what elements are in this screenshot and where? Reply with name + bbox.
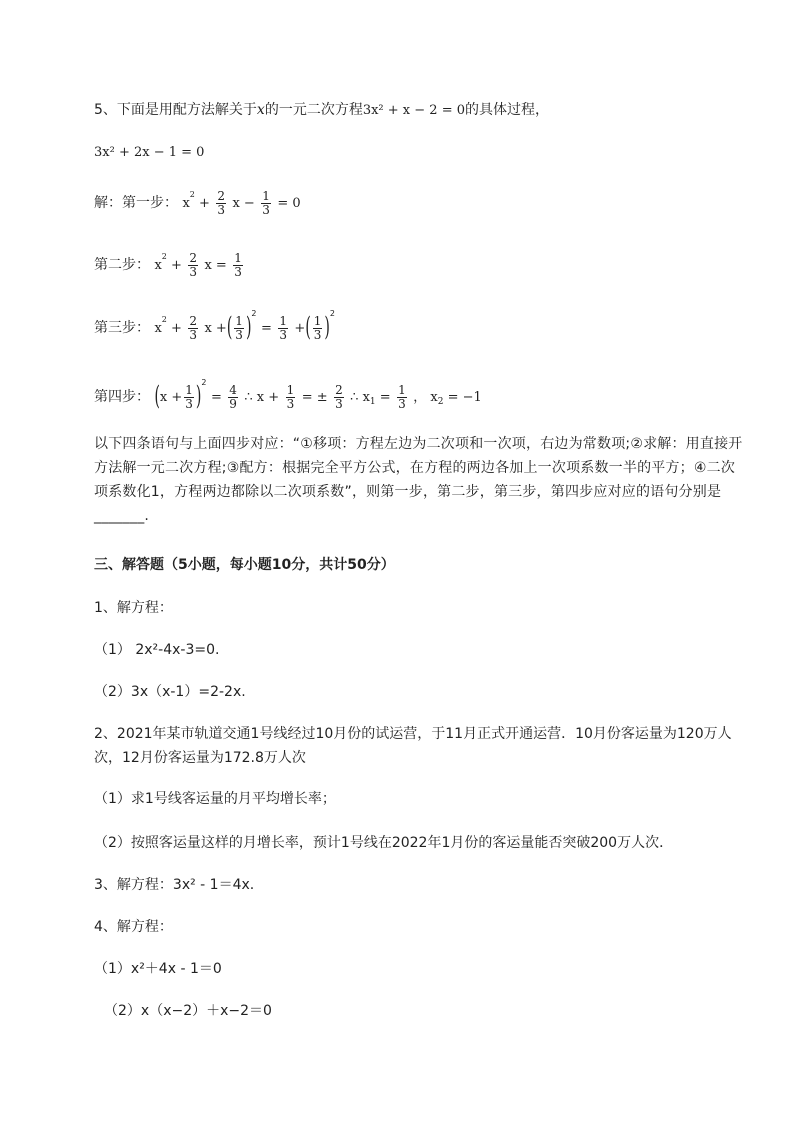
section-heading: 三、解答题（5小题，每小题10分，共计50分）: [94, 557, 395, 573]
problem2-b: （2）按照客运量这样的月增长率，预计1号线在2022年1月份的客运量能否突破200万人次．: [94, 835, 674, 851]
problem1-b: （2）3x（x-1）=2-2x.: [94, 684, 246, 700]
q5-step3: 第三步： $x^2$ + $\frac{2}{3}$ x +( $\frac{1}{3}$ )$^2$ = $\frac{1}{3}$ +( $\frac{1}{3}$ )$^2$: [94, 309, 335, 344]
step3-label: 第三步：: [94, 320, 150, 336]
fraction: $\frac{2}{3}$: [335, 382, 343, 411]
fraction: $\frac{2}{3}$: [189, 313, 198, 342]
fraction: $\frac{1}{3}$: [398, 382, 406, 411]
q5-variable: x: [256, 102, 265, 118]
q5-equation: 3x² + x − 2 = 0: [362, 103, 465, 118]
q5-step1: 解：第一步： $x^2$ + $\frac{2}{3}$ x − $\frac{1}{3}$ = 0: [94, 188, 301, 217]
fraction: $\frac{1}{3}$: [234, 250, 242, 279]
q5-description: 以下四条语句与上面四步对应：“①移项：方程左边为二次项和一次项，右边为常数项;②求解：用直接开方法解一元二次方程;③配方：根据完全平方公式，在方程的两边各加上一次项系数一半的平方；④二次项系数化1，方程两边都除以二次项系数”，则第一步，第二步，第三步，第四步应对应的语句分别是_______.: [94, 436, 743, 524]
fraction: $\frac{1}{3}$: [313, 313, 322, 342]
step1-math: $x^2$ +: [182, 190, 210, 211]
step1-label: 解：第一步：: [94, 195, 178, 211]
fraction: $\frac{2}{3}$: [189, 250, 198, 279]
step4-label: 第四步：: [94, 389, 150, 405]
q5-intro: [94, 103, 549, 118]
q5-intro-text: 的具体过程，: [465, 102, 549, 118]
fraction: $\frac{1}{3}$: [185, 382, 193, 411]
problem2-a: （1）求1号线客运量的月平均增长率；: [94, 791, 336, 807]
fraction: $\frac{1}{3}$: [279, 313, 287, 342]
problem3-text: 3、解方程：3x² - 1＝4x.: [94, 877, 255, 893]
fraction: $\frac{4}{9}$: [229, 382, 237, 411]
fraction: $\frac{1}{3}$: [235, 313, 243, 342]
q5-intro-text: 5、下面是用配方法解关于: [94, 102, 257, 118]
fraction: $\frac{2}{3}$: [217, 188, 226, 217]
q5-step2: 第二步： $x^2$ + $\frac{2}{3}$ x = $\frac{1}{3}$: [94, 250, 242, 279]
problem1-a: （1） 2x²-4x-3=0.: [94, 642, 220, 658]
problem4-a: （1）x²＋4x - 1＝0: [94, 961, 222, 977]
problem1-title: 1、解方程：: [94, 600, 173, 616]
step2-label: 第二步：: [94, 257, 150, 273]
q5-eq0: 3x² + 2x − 1 = 0: [94, 145, 205, 160]
q5-intro-text: 的一元二次方程: [264, 102, 363, 118]
fraction: $\frac{1}{3}$: [286, 382, 295, 411]
fraction: $\frac{1}{3}$: [262, 188, 270, 217]
problem4-b: （2）x（x−2）＋x−2＝0: [104, 1003, 272, 1019]
q5-step4: 第四步： (x + $\frac{1}{3}$ )$^2$ = $\frac{4}{9}$ ∴ x + $\frac{1}{3}$ = ± $\frac{2}{3}$ ∴ $x_1$ = $\frac{1}{3}$ ， $x_2 = -1$: [94, 378, 482, 413]
problem2-text: 2、2021年某市轨道交通1号线经过10月份的试运营，于11月正式开通运营．10月份客运量为120万人次，12月份客运量为172.8万人次: [94, 726, 732, 766]
problem4-title: 4、解方程：: [94, 919, 173, 935]
